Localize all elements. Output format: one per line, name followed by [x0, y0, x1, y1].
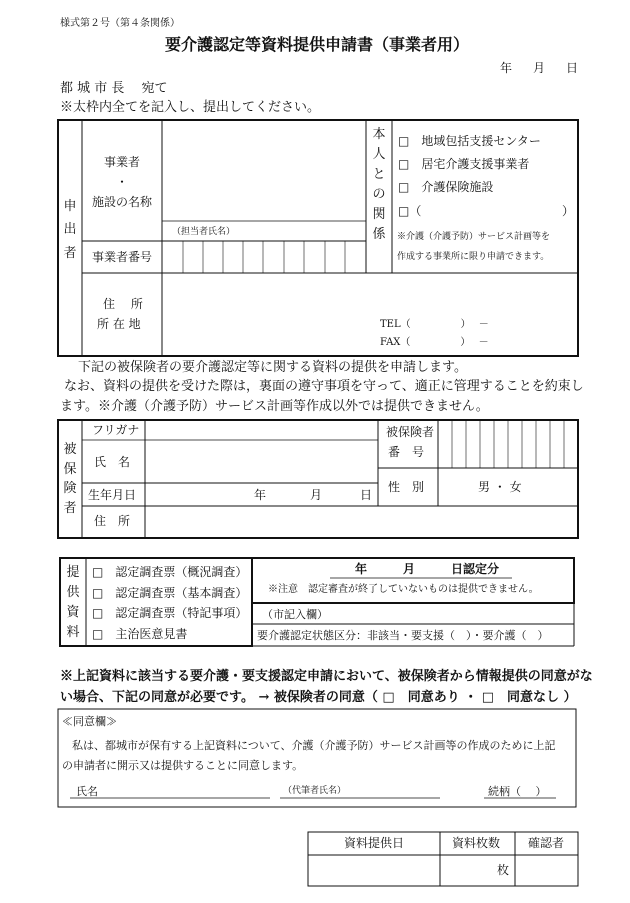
gender-label: 性 別 — [388, 480, 425, 494]
consent-body-1: 私は、都城市が保有する上記資料について、介護（介護予防）サービス計画等の作成のために上記 — [72, 739, 556, 752]
page-title: 要介護認定等資料提供申請書（事業者用） — [165, 35, 470, 54]
date-month-label: 月 — [533, 61, 546, 75]
birth-date-label: 生年月日 — [88, 488, 137, 502]
insured-name-label: 氏 名 — [94, 455, 131, 469]
insured-side-label: 被 保 険 者 — [63, 442, 77, 516]
address-field[interactable] — [163, 274, 577, 355]
provision-side-label: 提 供 資 料 — [66, 564, 80, 640]
relation-option-other-close: ） — [562, 204, 575, 218]
insured-number-label-1: 被保険者 — [386, 425, 435, 439]
consent-relation-label: 続柄（ ） — [488, 785, 547, 798]
consent-name-label: 氏名 — [76, 785, 98, 798]
relation-option-other[interactable]: □（ — [398, 204, 422, 218]
insured-address-field[interactable] — [146, 507, 577, 537]
relation-option-care-facility[interactable]: □ 介護保険施設 — [398, 180, 494, 194]
birth-day-label: 日 — [360, 488, 373, 502]
consent-notice-1: ※上記資料に該当する要介護・要支援認定申請において、被保険者から情報提供の同意がな — [60, 669, 593, 684]
consent-box-title: ≪同意欄≫ — [62, 715, 117, 728]
form-number: 様式第２号（第４条関係） — [60, 18, 180, 29]
office-header-page-count: 資料枚数 — [452, 836, 501, 850]
gender-options[interactable]: 男 ・ 女 — [478, 480, 522, 494]
relation-note-1: ※介護（介護予防）サービス計画等を — [397, 232, 551, 242]
business-name-label-1: 事業者 — [104, 155, 141, 169]
provision-item-basic[interactable]: □ 認定調査票（基本調査） — [92, 586, 248, 600]
consent-body-2: の申請者に開示又は提供することに同意します。 — [62, 759, 304, 772]
office-header-provision-date: 資料提供日 — [344, 836, 405, 850]
provision-item-doctor-opinion[interactable]: □ 主治医意見書 — [92, 627, 188, 641]
statement-1: 下記の被保険者の要介護認定等に関する資料の提供を申請します。 — [78, 360, 467, 375]
statement-2: なお、資料の提供を受けた際は，裏面の遵守事項を守って、適正に管理することを約束し — [64, 379, 584, 394]
certification-note: ※注意 認定審査が終了していないものは提供できません。 — [268, 584, 539, 595]
insured-address-label: 住 所 — [94, 514, 131, 528]
office-header-confirmer: 確認者 — [528, 836, 565, 850]
birth-month-label: 月 — [310, 488, 323, 502]
person-in-charge-label: （担当者氏名） — [172, 227, 236, 237]
business-name-field[interactable] — [163, 121, 365, 220]
consent-proxy-label: （代筆者氏名） — [283, 786, 347, 796]
business-name-label-dot: ・ — [116, 175, 129, 189]
relation-label: 本 人 と の 関 係 — [372, 126, 386, 242]
relation-option-home-care-support[interactable]: □ 居宅介護支援事業者 — [398, 157, 530, 171]
address-label-1: 住 所 — [103, 297, 143, 311]
date-year-label: 年 — [500, 61, 513, 75]
certification-date-line[interactable]: 年 月 日認定分 — [355, 562, 500, 576]
date-day-label: 日 — [566, 61, 579, 75]
insured-name-field[interactable] — [146, 441, 377, 482]
business-number-label: 事業者番号 — [92, 250, 153, 264]
tel-field[interactable]: TEL（ ） － — [380, 319, 489, 330]
statement-3: ます。※介護（介護予防）サービス計画等作成以外では提供できません。 — [60, 399, 489, 414]
business-name-label-2: 施設の名称 — [92, 195, 153, 209]
care-status-line: 要介護認定状態区分：非該当・要支援（ ）・要介護（ ） — [257, 629, 549, 642]
instruction: ※太枠内全てを記入し、提出してください。 — [60, 100, 321, 115]
birth-year-label: 年 — [254, 488, 267, 502]
office-pages-unit: 枚 — [497, 863, 510, 877]
furigana-field[interactable] — [146, 421, 377, 439]
relation-note-2: 作成する事業所に限り申請できます。 — [397, 252, 550, 262]
applicant-side-label: 申 出 者 — [63, 199, 77, 261]
furigana-label: フリガナ — [92, 423, 140, 437]
relation-option-community-center[interactable]: □ 地域包括支援センター — [398, 134, 541, 148]
insured-number-label-2: 番 号 — [388, 445, 425, 459]
addressee: 都 城 市 長 宛て — [60, 81, 168, 96]
business-number-field[interactable] — [163, 242, 365, 272]
consent-signature-field[interactable] — [70, 780, 270, 798]
insured-number-field[interactable] — [439, 421, 577, 467]
provision-item-special[interactable]: □ 認定調査票（特記事項） — [92, 606, 248, 620]
provision-item-overview[interactable]: □ 認定調査票（概況調査） — [92, 565, 248, 579]
city-use-label: （市記入欄） — [262, 608, 328, 621]
fax-field[interactable]: FAX（ ） － — [380, 337, 489, 348]
consent-notice-2: い場合、下記の同意が必要です。 → 被保険者の同意（ □ 同意あり ・ □ 同意なし ） — [60, 690, 577, 705]
address-label-2: 所 在 地 — [97, 317, 141, 331]
